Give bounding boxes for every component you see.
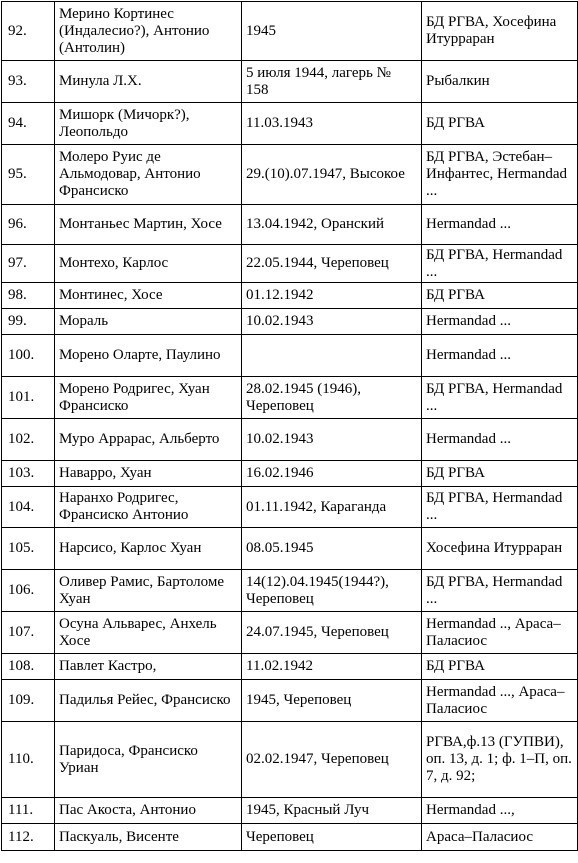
person-name: Паскуаль, Висенте [55,824,242,851]
row-number: 101. [2,377,55,419]
person-name: Молеро Руис де Альмодовар, Антонио Франсиско [55,145,242,205]
table-row [2,145,578,205]
source: Hermandad ..., Араса–Паласиос [422,680,578,722]
row-number: 104. [2,487,55,528]
source: Хосефина Итурраран [422,528,578,570]
death-date-place: 14(12).04.1945(1944?), Череповец [242,570,422,612]
row-number: 96. [2,205,55,245]
source: Hermandad .., Араса–Паласиос [422,612,578,654]
person-name: Нарсисо, Карлос Хуан [55,528,242,570]
death-date-place: Череповец [242,824,422,851]
death-date-place: 11.03.1943 [242,103,422,145]
row-number: 103. [2,461,55,487]
source: Араса–Паласиос [422,824,578,851]
row-number: 110. [2,722,55,798]
death-date-place: 1945 [242,2,422,61]
death-date-place: 1945, Череповец [242,680,422,722]
table-row [2,103,578,145]
person-name: Паридоса, Франсиско Уриан [55,722,242,798]
source: БД РГВА, Эстебан–Инфантес, Hermandad ... [422,145,578,205]
table-row [2,335,578,377]
source: Hermandad ... [422,335,578,377]
source: БД РГВА, Hermandad ... [422,245,578,283]
source: Hermandad ... [422,205,578,245]
person-name: Мораль [55,309,242,335]
person-name: Наварро, Хуан [55,461,242,487]
table-row [2,680,578,722]
person-name: Муро Аррарас, Альберто [55,419,242,461]
death-date-place: 22.05.1944, Череповец [242,245,422,283]
table-row [2,654,578,680]
table-row [2,205,578,245]
source: БД РГВА [422,103,578,145]
row-number: 107. [2,612,55,654]
source: БД РГВА [422,461,578,487]
source: БД РГВА, Hermandad ... [422,487,578,528]
source: Hermandad ... [422,419,578,461]
row-number: 108. [2,654,55,680]
row-number: 112. [2,824,55,851]
row-number: 94. [2,103,55,145]
person-name: Пас Акоста, Антонио [55,798,242,824]
death-date-place: 02.02.1947, Череповец [242,722,422,798]
death-date-place [242,335,422,377]
table-row [2,309,578,335]
death-date-place: 10.02.1943 [242,419,422,461]
row-number: 99. [2,309,55,335]
records-body [2,2,578,851]
records-table [1,1,578,851]
death-date-place: 28.02.1945 (1946), Череповец [242,377,422,419]
row-number: 109. [2,680,55,722]
death-date-place: 01.12.1942 [242,283,422,309]
table-row [2,61,578,103]
person-name: Морено Родригес, Хуан Франсиско [55,377,242,419]
source: БД РГВА, Hermandad ... [422,377,578,419]
table-row [2,377,578,419]
person-name: Мерино Кортинес (Индалесио?), Антонио (Антолин) [55,2,242,61]
table-row [2,824,578,851]
death-date-place: 08.05.1945 [242,528,422,570]
row-number: 93. [2,61,55,103]
person-name: Монтехо, Карлос [55,245,242,283]
death-date-place: 24.07.1945, Череповец [242,612,422,654]
person-name: Осуна Альварес, Анхель Хосе [55,612,242,654]
table-row [2,570,578,612]
row-number: 102. [2,419,55,461]
source: БД РГВА [422,283,578,309]
death-date-place: 13.04.1942, Оранский [242,205,422,245]
table-row [2,487,578,528]
person-name: Мишорк (Мичорк?), Леопольдо [55,103,242,145]
source: БД РГВА, Хосефина Итурраран [422,2,578,61]
row-number: 92. [2,2,55,61]
row-number: 97. [2,245,55,283]
table-row [2,612,578,654]
death-date-place: 5 июля 1944, лагерь № 158 [242,61,422,103]
person-name: Монтаньес Мартин, Хосе [55,205,242,245]
table-row [2,798,578,824]
table-row [2,2,578,61]
person-name: Морено Оларте, Паулино [55,335,242,377]
table-row [2,419,578,461]
table-row [2,528,578,570]
row-number: 105. [2,528,55,570]
death-date-place: 11.02.1942 [242,654,422,680]
source: Hermandad ... [422,309,578,335]
person-name: Падилья Рейес, Франсиско [55,680,242,722]
row-number: 106. [2,570,55,612]
person-name: Наранхо Родригес, Франсиско Антонио [55,487,242,528]
row-number: 111. [2,798,55,824]
row-number: 98. [2,283,55,309]
person-name: Оливер Рамис, Бартоломе Хуан [55,570,242,612]
table-row [2,722,578,798]
table-row [2,461,578,487]
table-row [2,283,578,309]
death-date-place: 16.02.1946 [242,461,422,487]
death-date-place: 01.11.1942, Караганда [242,487,422,528]
source: Hermandad ..., [422,798,578,824]
death-date-place: 1945, Красный Луч [242,798,422,824]
person-name: Минула Л.Х. [55,61,242,103]
row-number: 95. [2,145,55,205]
row-number: 100. [2,335,55,377]
source: РГВА,ф.13 (ГУПВИ), оп. 13, д. 1; ф. 1–П, оп. 7, д. 92; [422,722,578,798]
source: БД РГВА [422,654,578,680]
table-row [2,245,578,283]
death-date-place: 10.02.1943 [242,309,422,335]
source: Рыбалкин [422,61,578,103]
person-name: Павлет Кастро, [55,654,242,680]
death-date-place: 29.(10).07.1947, Высокое [242,145,422,205]
source: БД РГВА, Hermandad ... [422,570,578,612]
person-name: Монтинес, Хосе [55,283,242,309]
